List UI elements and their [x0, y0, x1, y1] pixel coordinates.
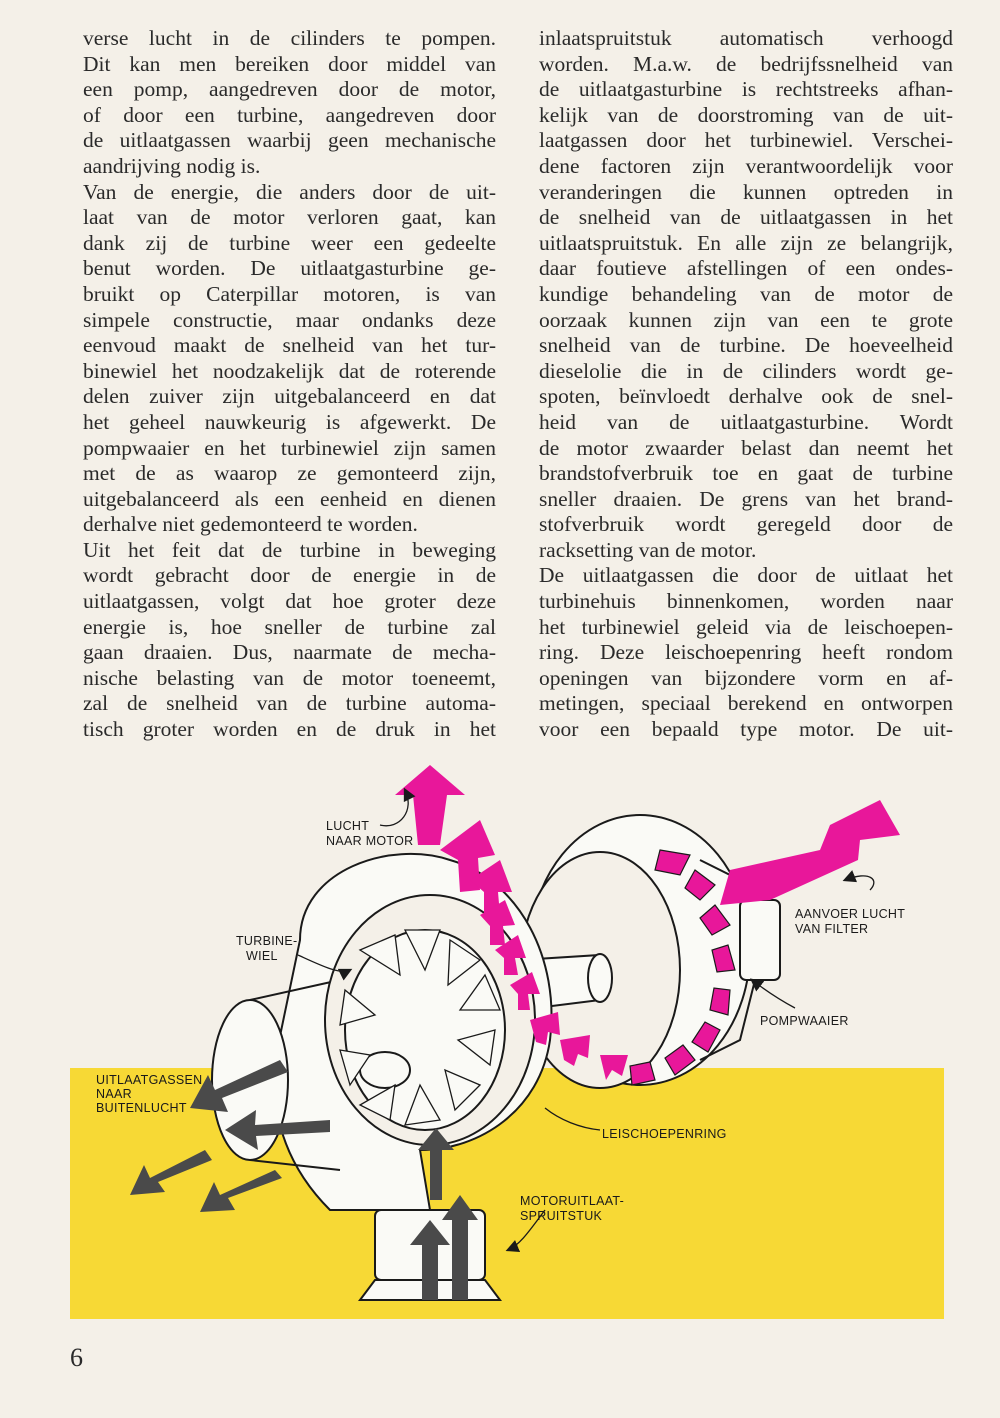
text-line: met de as waarop ze gemonteerd zijn,	[83, 461, 496, 486]
text-line: energie is, hoe sneller de turbine zal	[83, 614, 496, 639]
text-line: derhalve niet gedemonteerd te worden.	[83, 512, 418, 537]
text-line: brandstofverbruik toe en gaat de turbine	[539, 461, 953, 486]
text-line: de uitlaatgasturbine is rechtstreeks afhan-	[539, 77, 953, 102]
text-line: stofverbruik wordt geregeld door de	[539, 512, 953, 537]
text-line: heid van de uitlaatgasturbine. Wordt	[539, 409, 953, 434]
label-leischoepenring: LEISCHOEPENRING	[602, 1127, 727, 1141]
text-line: racksetting van de motor.	[539, 537, 757, 562]
text-line: Uit het feit dat de turbine in beweging	[83, 537, 496, 562]
arrow-aanvoer-lucht	[720, 800, 900, 905]
text-line: de uitlaatgassen waarbij geen mechanische	[83, 128, 496, 153]
text-line: spoten, beïnvloedt derhalve ook de snel-	[539, 384, 953, 409]
text-line: openingen van bijzondere vorm en af-	[539, 665, 953, 690]
label-turbine: TURBINE-	[236, 934, 298, 948]
text-line: sneller draaien. De grens van het brand-	[539, 486, 953, 511]
turbocharger-diagram	[0, 760, 1000, 1330]
text-line: wordt gebracht door de energie in de	[83, 563, 496, 588]
text-column-right	[539, 26, 953, 743]
arrow-exhaust-4	[200, 1170, 282, 1212]
text-line: het geheel nauwkeurig is afgewerkt. De	[83, 409, 496, 434]
text-line: eenvoud maakt de snelheid van het tur-	[83, 333, 496, 358]
page-number: 6	[70, 1343, 83, 1372]
text-line: dieselolie die in de cilinders wordt ge-	[539, 358, 953, 383]
text-line: simpele constructie, maar ondanks deze	[83, 307, 496, 332]
label-aanvoer-lucht: AANVOER LUCHT	[795, 907, 906, 921]
label-naar: NAAR	[96, 1087, 132, 1101]
text-column-left	[83, 26, 496, 743]
arrow-exhaust-3	[130, 1150, 212, 1195]
text-line: snelheid van de turbine. De hoeveelheid	[539, 333, 953, 358]
text-line: laat van de motor verloren gaat, kan	[83, 205, 496, 230]
label-buitenlucht: BUITENLUCHT	[96, 1101, 187, 1115]
text-line: dank zij de turbine weer een gedeelte	[83, 230, 496, 255]
text-line: gaan draaien. Dus, naarmate de mecha-	[83, 640, 496, 665]
text-line: kelijk van de doorstroming van de uit-	[539, 102, 953, 127]
text-line: de snelheid van de uitlaatgassen in het	[539, 205, 953, 230]
label-van-filter: VAN FILTER	[795, 922, 869, 936]
compressor-housing	[520, 815, 780, 1088]
text-line: zal de snelheid van de turbine automa-	[83, 691, 496, 716]
text-line: worden. M.a.w. de bedrijfssnelheid van	[539, 51, 953, 76]
text-line: nische belasting van de motor toeneemt,	[83, 665, 496, 690]
text-line: een pomp, aangedreven door de motor,	[83, 77, 496, 102]
text-line: delen zuiver zijn uitgebalanceerd en dat	[83, 384, 496, 409]
text-line: uitgebalanceerd als een eenheid en dienen	[83, 486, 496, 511]
text-line: pompwaaier en het turbinewiel zijn samen	[83, 435, 496, 460]
text-line: turbinehuis binnenkomen, worden naar	[539, 589, 953, 614]
text-line: uitlaatspruitstuk. En alle zijn ze belangrijk,	[539, 230, 953, 255]
text-line: daar foutieve afstellingen of een ondes-	[539, 256, 953, 281]
label-uitlaatgassen: UITLAATGASSEN	[96, 1073, 203, 1087]
text-line: het turbinewiel geleid via de leischoepen-	[539, 614, 953, 639]
text-line: Van de energie, die anders door de uit-	[83, 179, 496, 204]
text-line: of door een turbine, aangedreven door	[83, 102, 496, 127]
text-line: metingen, speciaal berekend en ontworpen	[539, 691, 953, 716]
label-lucht: LUCHT	[326, 819, 370, 833]
text-line: laatgassen door het turbinewiel. Verschei-	[539, 128, 953, 153]
text-line: veranderingen die kunnen optreden in	[539, 179, 953, 204]
text-line: Dit kan men bereiken door middel van	[83, 51, 496, 76]
text-line: uitlaatgassen, volgt dat hoe groter deze	[83, 589, 496, 614]
label-naar-motor: NAAR MOTOR	[326, 834, 414, 848]
text-line: binewiel het noodzakelijk dat de roterende	[83, 358, 496, 383]
text-line: dene factoren zijn verantwoordelijk voor	[539, 153, 953, 178]
label-motoruitlaat: MOTORUITLAAT-	[520, 1194, 625, 1208]
text-line: voor een bepaald type motor. De uit-	[539, 717, 953, 742]
arrow-lucht-naar-motor-1	[395, 765, 465, 845]
text-line: de motor zwaarder belast dan neemt het	[539, 435, 953, 460]
text-line: tisch groter worden en de druk in het	[83, 717, 496, 742]
label-spruitstuk: SPRUITSTUK	[520, 1209, 603, 1223]
label-pompwaaier: POMPWAAIER	[760, 1014, 849, 1028]
text-line: aandrijving nodig is.	[83, 153, 261, 178]
text-line: ring. Deze leischoepenring heeft rondom	[539, 640, 953, 665]
text-line: kundige behandeling van de motor de	[539, 281, 953, 306]
text-line: verse lucht in de cilinders te pompen.	[83, 26, 496, 50]
text-line: benut worden. De uitlaatgasturbine ge-	[83, 256, 496, 281]
text-line: De uitlaatgassen die door de uitlaat het	[539, 563, 953, 588]
text-line: oorzaak kunnen zijn van een te grote	[539, 307, 953, 332]
text-line: bruikt op Caterpillar motoren, is van	[83, 281, 496, 306]
text-line: inlaatspruitstuk automatisch verhoogd	[539, 26, 953, 50]
label-wiel: WIEL	[246, 949, 278, 963]
